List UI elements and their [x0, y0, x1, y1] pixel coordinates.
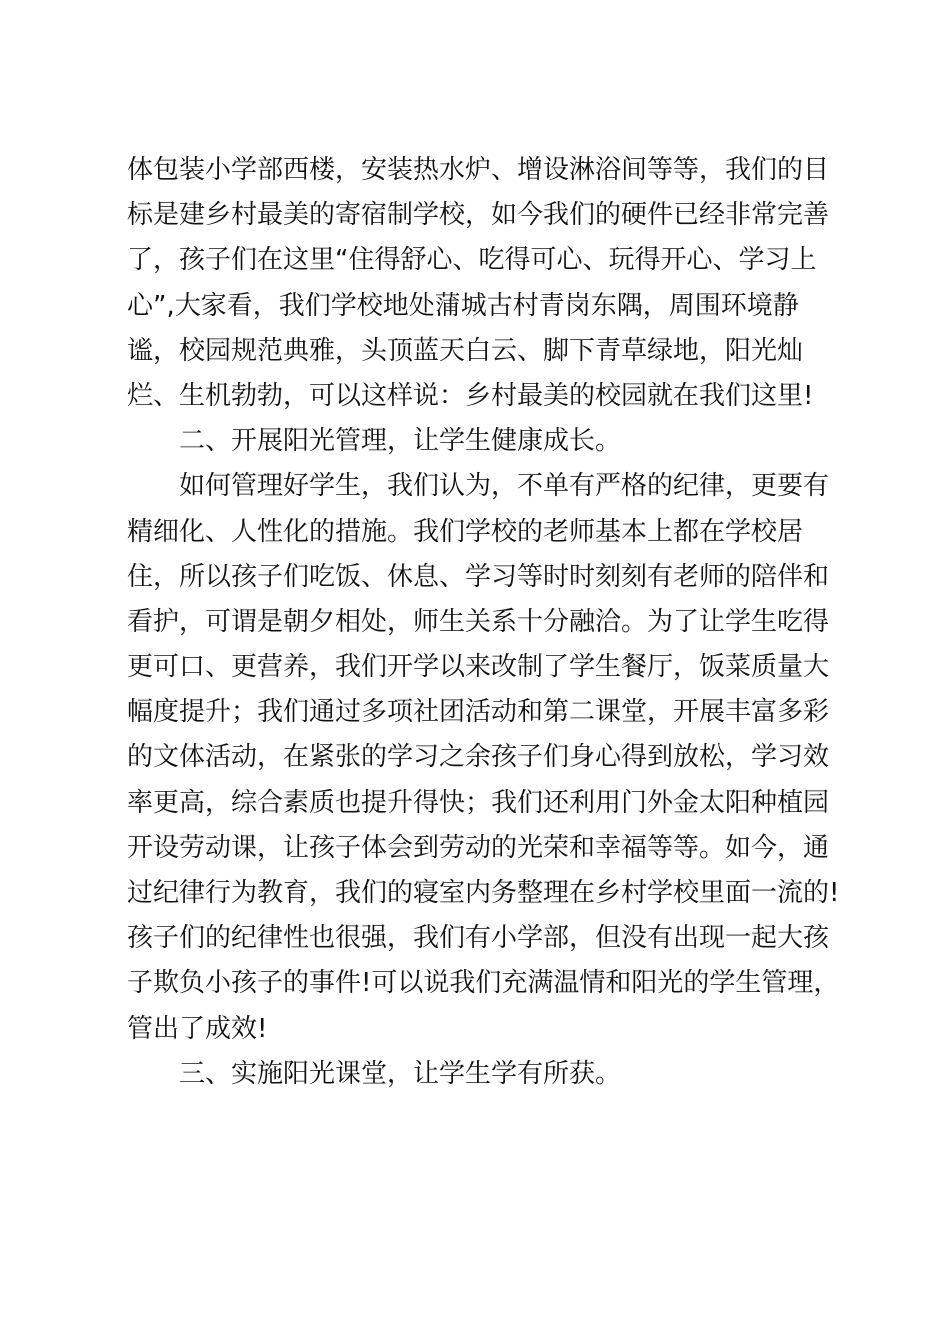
paragraph-line: 谧，校园规范典雅，头顶蓝天白云、脚下青草绿地，阳光灿 — [127, 335, 804, 366]
paragraph-line: 烂、生机勃勃，可以这样说：乡村最美的校园就在我们这里! — [127, 380, 814, 411]
paragraph-line: 住，所以孩子们吃饭、休息、学习等时时刻刻有老师的陪伴和 — [127, 561, 830, 592]
paragraph-line: 幅度提升；我们通过多项社团活动和第二课堂，开展丰富多彩 — [127, 697, 830, 728]
paragraph-line: 了，孩子们在这里“住得舒心、吃得可心、玩得开心、学习上 — [127, 245, 817, 276]
paragraph-1 — [127, 148, 830, 419]
paragraph-line: 体包装小学部西楼，安装热水炉、增设淋浴间等等，我们的目 — [127, 155, 830, 185]
paragraph-line: 率更高，综合素质也提升得快；我们还利用门外金太阳种植园 — [127, 787, 830, 818]
paragraph-2 — [127, 464, 840, 1051]
paragraph-line: 更可口、更营养，我们开学以来改制了学生餐厅，饭菜质量大 — [127, 652, 830, 683]
paragraph-line: 的文体活动，在紧张的学习之余孩子们身心得到放松，学习效 — [127, 742, 830, 773]
paragraph-line: 精细化、人性化的措施。我们学校的老师基本上都在学校居 — [127, 516, 804, 547]
paragraph-line: 开设劳动课，让孩子体会到劳动的光荣和幸福等等。如今，通 — [127, 832, 830, 863]
paragraph-line: 如何管理好学生，我们认为，不单有严格的纪律，更要有 — [179, 471, 830, 502]
section-heading-2: 二、开展阳光管理，让学生健康成长。 — [179, 426, 622, 457]
paragraph-line: 过纪律行为教育，我们的寝室内务整理在乡村学校里面一流的! — [127, 878, 840, 908]
paragraph-line: 看护，可谓是朝夕相处，师生关系十分融洽。为了让学生吃得 — [127, 606, 830, 637]
section-heading-3: 三、实施阳光课堂，让学生学有所获。 — [179, 1058, 622, 1089]
paragraph-line: 心”,大家看，我们学校地处蒲城古村青岗东隅，周围环境静 — [127, 290, 799, 321]
paragraph-line: 孩子们的纪律性也很强，我们有小学部，但没有出现一起大孩 — [127, 923, 830, 954]
document-body — [127, 148, 840, 1097]
paragraph-line: 管出了成效! — [127, 1013, 268, 1044]
paragraph-line: 标是建乡村最美的寄宿制学校，如今我们的硬件已经非常完善 — [127, 200, 830, 231]
paragraph-line: 子欺负小孩子的事件!可以说我们充满温情和阳光的学生管理， — [127, 968, 840, 999]
